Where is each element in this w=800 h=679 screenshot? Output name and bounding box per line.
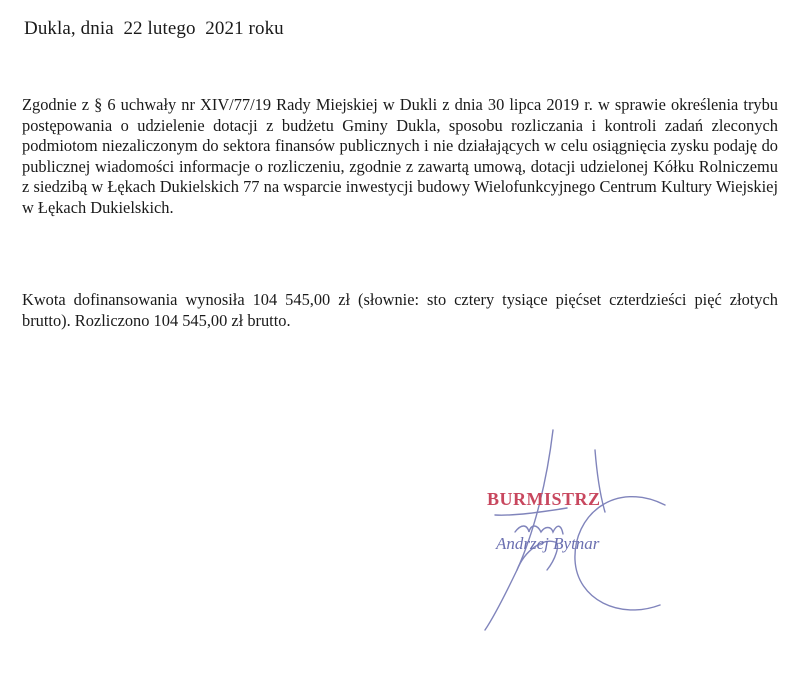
paragraph-amount: Kwota dofinansowania wynosiła 104 545,00 zł (słownie: sto cztery tysiące pięćset czterdzieści pięć złotych brutto). Rozliczono 104 545,00 zł brutto.: [22, 290, 778, 330]
paragraph-main: Zgodnie z § 6 uchwały nr XIV/77/19 Rady Miejskiej w Dukli z dnia 30 lipca 2019 r. w sprawie określenia trybu postępowania o udzielenie dotacji z budżetu Gminy Dukla, sposobu rozliczania i kontroli zadań zleconych podmiotom niezaliczonym do sektora finansów publicznych i nie działających w celu osiągnięcia zysku podaję do publicznej wiadomości informacje o rozliczeniu, zgodnie z zawartą umową, dotacji udzielonej Kółku Rolniczemu z siedzibą w Łękach Dukielskich 77 na wsparcie inwestycji budowy Wielofunkcyjnego Centrum Kultury Wiejskiej w Łękach Dukielskich.: [22, 95, 778, 217]
stamp-name: Andrzej Bytnar: [496, 534, 600, 553]
handwritten-signature: [455, 420, 715, 640]
signature-drawing: [455, 420, 715, 640]
stamp-title: BURMISTRZ: [487, 489, 601, 509]
document-date: Dukla, dnia 22 lutego 2021 roku: [24, 18, 284, 39]
